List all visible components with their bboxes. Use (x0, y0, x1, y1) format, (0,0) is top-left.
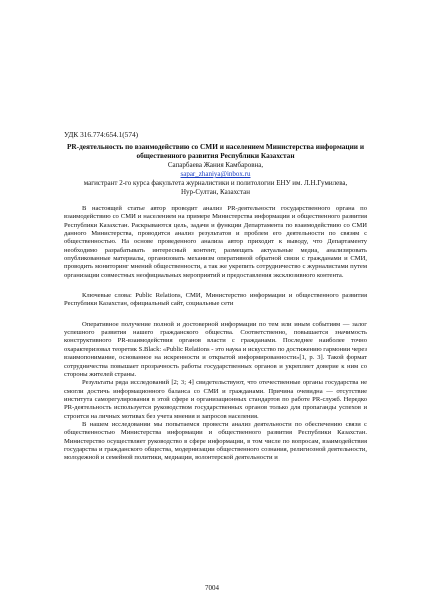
keywords-paragraph: Ключевые слова: Public Relations, СМИ, Министерство информации и общественного развития Республики Казахстан, официальный сайт, социальные сети (64, 292, 367, 308)
body-paragraph: Результаты ряда исследований [2; 3; 4] свидетельствуют, что отечественные органы государства не смогли достичь информационного баланса со СМИ и гражданами. Причина очевидна — отсутствие института саморегулирования в этой сфере и организационных стандартов по работе PR-служб. Нередко PR-деятельность используется руководством государственных органов только для пропаганды успехов и строится на личных мотивах без учета мнения и запросов населения. (64, 379, 367, 420)
author-name: Сапарбаева Жания Камбаровна, (167, 161, 264, 169)
body-paragraph: Оперативное получение полной и достоверной информации по тем или иным событиям — залог успешного развития нашего гражданского общества. Соответственно, повышается значимость конструктивного PR-взаимодействия органов власти с гражданами. Последнее наиболее точно охарактеризовал теоретик S.Black: «Public Relations - это наука и искусство по достижению гармонии через взаимопонимание, основанное на искренности и открытой информированности»[1, р. 3]. Такой формат сотрудничества повышает прозрачность работы государственных органов и укрепляет доверие к ним со стороны жителей страны. (64, 320, 367, 378)
article-content (64, 130, 367, 463)
udc-code: УДК 316.774:654.1(574) (64, 130, 139, 139)
article-title: PR-деятельность по взаимодействию со СМИ и населением Министерства информации и общественного развития Республики Казахстан (66, 142, 365, 160)
author-affiliation: магистрант 2-го курса факультета журналистики и политологии ЕНУ им. Л.Н.Гумилева, (83, 179, 348, 187)
body-paragraph: В нашем исследовании мы попытаемся провести анализ деятельности по обеспечению связи с общественностью Министерства информации и общественного развития Республики Казахстан. Министерство осуществляет руководство в сфере информации, в том числе по вопросам, взаимодействия государства и гражданского общества, модернизации общественного сознания, религиозной деятельности, молодежной и семейной политики, медиации, волонтерской деятельности и (64, 420, 367, 462)
author-city: Нур-Султан, Казахстан (180, 188, 251, 196)
abstract-paragraph: В настоящей статье автор проводит анализ PR-деятельности государственного органа по взаимодействию со СМИ и населением на примере Министерства информации и общественного развития Республики Казахстан. Раскрываются цель, задачи и функции Департамента по взаимодействию со СМИ данного Министерства, проводится анализ результатов и проблем его деятельности по связям с общественностью. На основе проведенного анализа автор приходит к выводу, что Департаменту необходимо разрабатывать интересный контент, размещать актуальные медиа, анализировать опубликованные материалы, организовать механизм оперативной обратной связи с гражданами и СМИ, проводить мониторинг мнений общественности, а так же укрепить сотрудничество с журналистами путем организации совместных неофициальных мероприятий и предоставления эксклюзивного контента. (64, 205, 367, 279)
author-email-link[interactable]: sapar_zhaniya@inbox.ru (180, 170, 251, 178)
author-block (64, 161, 367, 197)
page-number: 7004 (205, 584, 219, 592)
